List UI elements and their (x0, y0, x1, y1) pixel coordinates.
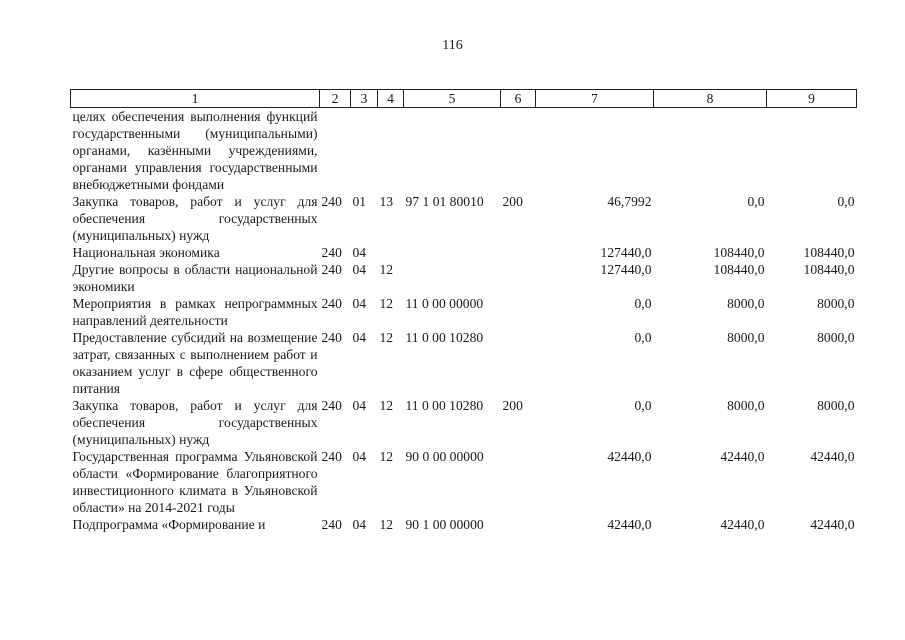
column-header-3: 3 (351, 90, 378, 108)
column-header-7: 7 (536, 90, 654, 108)
row-value-3 (767, 108, 857, 194)
row-gr (320, 108, 351, 194)
row-vr (501, 329, 536, 397)
row-csr (404, 108, 501, 194)
table-row (71, 329, 857, 397)
table-row (71, 295, 857, 329)
row-value-3: 42440,0 (810, 517, 855, 532)
row-pr (378, 108, 404, 194)
row-vr: 200 (502, 398, 523, 413)
row-gr: 240 (321, 449, 342, 464)
table-row (71, 108, 857, 194)
row-value-2: 8000,0 (727, 398, 765, 413)
row-value-1: 0,0 (634, 330, 652, 345)
column-header-5: 5 (404, 90, 501, 108)
table-row (71, 397, 857, 448)
table-row (71, 261, 857, 295)
row-gr: 240 (321, 262, 342, 277)
row-rz: 04 (352, 517, 367, 532)
row-value-1 (536, 108, 654, 194)
row-value-1: 42440,0 (607, 517, 652, 532)
row-pr: 12 (379, 262, 394, 277)
row-pr (378, 244, 404, 261)
page-number: 116 (442, 38, 463, 53)
row-name: Закупка товаров, работ и услуг для обеспечения государственных (муниципальных) нужд (72, 194, 318, 243)
row-value-2: 108440,0 (713, 245, 765, 260)
row-gr: 240 (321, 517, 342, 532)
row-value-1: 0,0 (634, 398, 652, 413)
row-csr: 97 1 01 80010 (405, 194, 484, 209)
row-gr: 240 (321, 194, 342, 209)
table-row (71, 244, 857, 261)
column-header-6: 6 (501, 90, 536, 108)
row-csr (404, 261, 501, 295)
header-row (71, 90, 857, 108)
column-header-4: 4 (378, 90, 404, 108)
row-rz (351, 108, 378, 194)
row-value-1: 127440,0 (600, 262, 652, 277)
row-pr: 13 (379, 194, 394, 209)
row-vr (501, 448, 536, 516)
row-pr: 12 (379, 398, 394, 413)
row-rz: 01 (352, 194, 367, 209)
column-header-8: 8 (654, 90, 767, 108)
row-vr (501, 108, 536, 194)
row-value-2 (654, 108, 767, 194)
row-csr (404, 244, 501, 261)
row-csr: 90 1 00 00000 (405, 517, 484, 532)
column-header-2: 2 (320, 90, 351, 108)
row-vr (501, 516, 536, 533)
row-value-2: 42440,0 (720, 517, 765, 532)
row-name: Национальная экономика (72, 245, 220, 260)
row-pr: 12 (379, 449, 394, 464)
row-value-3: 0,0 (837, 194, 855, 209)
row-gr: 240 (321, 398, 342, 413)
row-pr: 12 (379, 330, 394, 345)
row-vr: 200 (502, 194, 523, 209)
row-gr: 240 (321, 330, 342, 345)
row-name: Предоставление субсидий на возмещение затрат, связанных с выполнением работ и оказанием услуг в сфере общественного питания (72, 330, 318, 396)
row-value-1: 127440,0 (600, 245, 652, 260)
row-rz: 04 (352, 330, 367, 345)
row-value-3: 108440,0 (803, 262, 855, 277)
row-gr: 240 (321, 296, 342, 311)
row-name: целях обеспечения выполнения функций государственными (муниципальными) органами, казёнными учреждениями, органами управления государственными внебюджетными фондами (72, 109, 318, 192)
table-row (71, 448, 857, 516)
row-vr (501, 295, 536, 329)
row-value-3: 8000,0 (817, 296, 855, 311)
row-value-1: 46,7992 (607, 194, 652, 209)
row-value-1: 42440,0 (607, 449, 652, 464)
row-value-2: 0,0 (747, 194, 765, 209)
row-pr: 12 (379, 296, 394, 311)
row-value-2: 42440,0 (720, 449, 765, 464)
row-name: Государственная программа Ульяновской области «Формирование благоприятного инвестиционного климата в Ульяновской области» на 2014-2021 годы (72, 449, 318, 515)
row-value-1: 0,0 (634, 296, 652, 311)
table-body (71, 108, 857, 534)
row-csr: 11 0 00 10280 (405, 330, 484, 345)
column-header-1: 1 (71, 90, 320, 108)
row-vr (501, 244, 536, 261)
row-value-3: 42440,0 (810, 449, 855, 464)
table-row (71, 516, 857, 533)
row-name: Подпрограмма «Формирование и (72, 517, 266, 532)
budget-table (70, 89, 857, 533)
row-rz: 04 (352, 449, 367, 464)
row-value-3: 108440,0 (803, 245, 855, 260)
row-name: Закупка товаров, работ и услуг для обеспечения государственных (муниципальных) нужд (72, 398, 318, 447)
row-value-2: 108440,0 (713, 262, 765, 277)
row-name: Мероприятия в рамках непрограммных направлений деятельности (72, 296, 318, 328)
row-csr: 11 0 00 00000 (405, 296, 484, 311)
table-row (71, 193, 857, 244)
column-header-9: 9 (767, 90, 857, 108)
row-csr: 11 0 00 10280 (405, 398, 484, 413)
row-value-3: 8000,0 (817, 398, 855, 413)
row-rz: 04 (352, 296, 367, 311)
row-value-2: 8000,0 (727, 296, 765, 311)
row-rz: 04 (352, 262, 367, 277)
row-csr: 90 0 00 00000 (405, 449, 484, 464)
row-rz: 04 (352, 245, 367, 260)
row-pr: 12 (379, 517, 394, 532)
row-name: Другие вопросы в области национальной экономики (72, 262, 318, 294)
row-gr: 240 (321, 245, 342, 260)
row-value-3: 8000,0 (817, 330, 855, 345)
row-rz: 04 (352, 398, 367, 413)
row-value-2: 8000,0 (727, 330, 765, 345)
row-vr (501, 261, 536, 295)
